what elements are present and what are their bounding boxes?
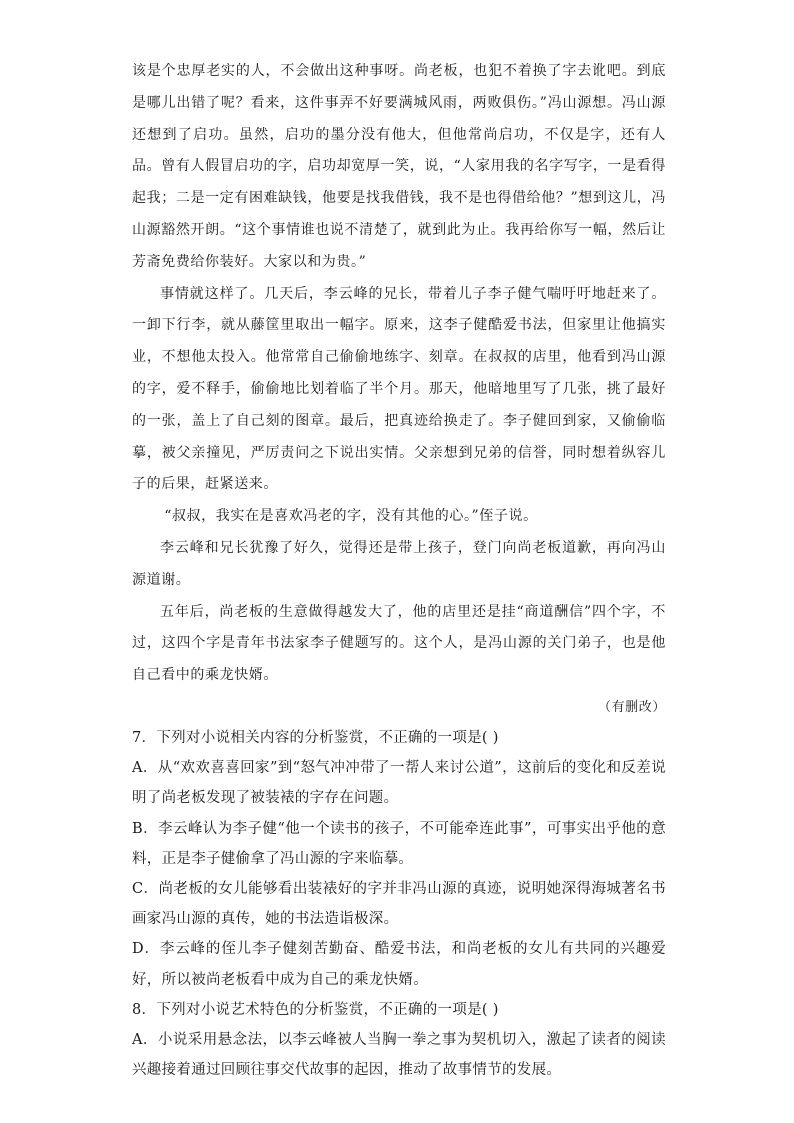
question-8-option-a: A．小说采用悬念法，以李云峰被人当胸一拳之事为契机切入，激起了读者的阅读兴趣接着通过回顾往事交代故事的起因，推动了故事情节的发展。 <box>132 1031 666 1079</box>
question-7-option-d: D．李云峰的侄儿李子健刻苦勤奋、酷爱书法，和尚老板的女儿有共同的兴趣爱好，所以被尚老板看中成为自己的乘龙快婿。 <box>132 941 666 988</box>
story-paragraph: “叔叔，我实在是喜欢冯老的字，没有其他的心。”侄子说。 <box>164 508 538 525</box>
question-8-title: 8．下列对小说艺术特色的分析鉴赏，不正确的一项是( ) <box>132 1001 499 1018</box>
story-excerpt <box>132 56 666 723</box>
story-paragraph: 李云峰和兄长犹豫了好久，觉得还是带上孩子，登门向尚老板道歉，再向冯山源道谢。 <box>132 539 666 588</box>
question-7-option-c: C．尚老板的女儿能够看出装裱好的字并非冯山源的真迹，说明她深得海城著名书画家冯山源的真传，她的书法造诣极深。 <box>132 880 666 928</box>
question-7-option-b: B．李云峰认为李子健“他一个读书的孩子，不可能牵连此事”，可事实出乎他的意料，正是李子健偷拿了冯山源的字来临摹。 <box>132 820 666 867</box>
question-7-title: 7．下列对小说相关内容的分析鉴赏，不正确的一项是( ) <box>132 729 499 746</box>
source-note: （有删改） <box>597 699 666 715</box>
story-paragraph: 事情就这样了。几天后，李云峰的兄长，带着儿子李子健气喘吁吁地赶来了。一卸下行李，就从藤筐里取出一幅字。原来，这李子健酷爱书法，但家里让他搞实业，不想他太投入。他常常自己偷偷地练字、刻章。在叔叔的店里，他看到冯山源的字，爱不释手，偷偷地比划着临了半个月。那天，他暗地里写了几张，挑了最好的一张，盖上了自己刻的图章。最后，把真迹给换走了。李子健回到家，又偷偷临摹，被父亲撞见，严厉责问之下说出实情。父亲想到兄弟的信誉，同时想着纵容儿子的后果，赶紧送来。 <box>132 285 666 493</box>
question-section <box>132 723 666 1085</box>
story-paragraph: 五年后，尚老板的生意做得越发大了，他的店里还是挂“商道酬信”四个字，不过，这四个字是青年书法家李子健题写的。这个人，是冯山源的关门弟子，也是他自己看中的乘龙快婿。 <box>132 603 666 684</box>
question-7-option-a: A．从“欢欢喜喜回家”到“怒气冲冲带了一帮人来讨公道”，这前后的变化和反差说明了尚老板发现了被装裱的字存在问题。 <box>132 760 666 807</box>
story-paragraph: 该是个忠厚老实的人，不会做出这种事呀。尚老板，也犯不着换了字去讹吧。到底是哪儿出错了呢？看来，这件事弄不好要满城风雨，两败俱伤。”冯山源想。冯山源还想到了启功。虽然，启功的墨分没有他大，但他常尚启功，不仅是字，还有人品。曾有人假冒启功的字，启功却宽厚一笑，说，“人家用我的名字写字，一是看得起我；二是一定有困难缺钱，他要是找我借钱，我不是也得借给他？”想到这儿，冯山源豁然开朗。“这个事情谁也说不清楚了，就到此为止。我再给你写一幅，然后让芳斋免费给你装好。大家以和为贵。” <box>132 63 666 270</box>
